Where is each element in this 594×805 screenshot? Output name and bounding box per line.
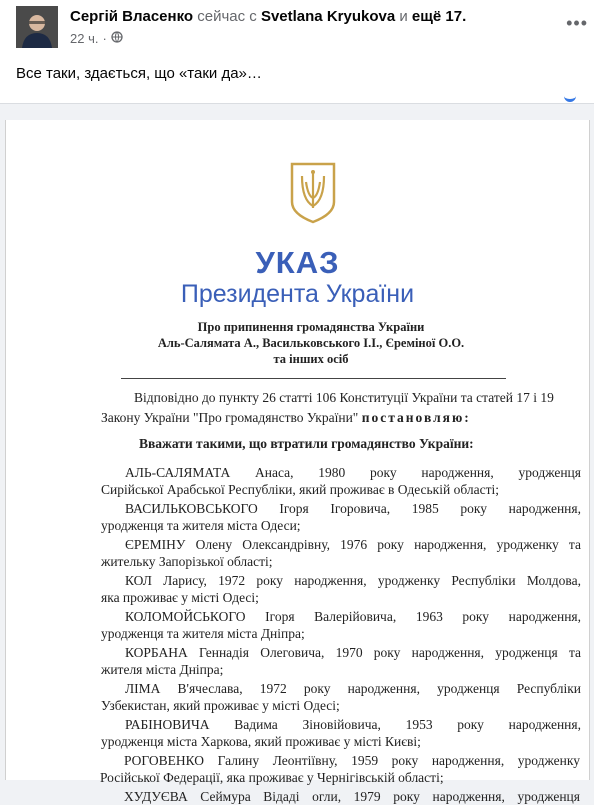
entry-line: КОРБАНА Геннадія Олеговича, 1970 року народження, уродженця та xyxy=(125,645,581,660)
decree-entry xyxy=(101,464,581,499)
entry-line: ЛІМА В'ячеслава, 1972 року народження, уродженця Республіки xyxy=(125,681,581,696)
coat-of-arms-icon xyxy=(288,160,338,224)
author-name[interactable]: Сергій Власенко xyxy=(70,8,194,25)
entry-line: ЄРЕМІНУ Олену Олександрівну, 1976 року народження, уродженку та xyxy=(125,537,581,552)
entry-line: Узбекистан, який проживає у місті Одесі; xyxy=(101,698,340,714)
tagged-person[interactable]: Svetlana Kryukova xyxy=(260,8,396,25)
divider-line xyxy=(121,378,506,379)
decree-entry xyxy=(101,500,581,535)
entry-line: ВАСИЛЬКОВСЬКОГО Ігоря Ігоровича, 1985 року народження, xyxy=(125,501,581,516)
tagged-more-link[interactable]: ещё 17. xyxy=(411,8,467,25)
post-meta xyxy=(70,31,123,46)
decree-entry xyxy=(100,788,580,805)
entry-line: КОЛ Ларису, 1972 року народження, уродженку Республіки Молдова, xyxy=(125,573,581,588)
entry-line: ХУДУЄВА Сеймура Відаді огли, 1979 року народження, уродженця xyxy=(124,789,580,804)
more-options-icon[interactable]: ••• xyxy=(566,13,588,33)
decree-title xyxy=(106,319,516,367)
with-text: сейчас с xyxy=(197,8,257,25)
entry-line: Сирійської Арабської Республіки, який проживає в Одеській області; xyxy=(101,482,499,498)
entry-line: уродженця та жителя міста Дніпра; xyxy=(101,626,305,642)
decree-entry xyxy=(101,680,581,715)
decree-title-line: та інших осіб xyxy=(273,352,349,366)
entry-line: яка проживає у місті Одесі; xyxy=(101,590,259,606)
decree-title-line: Аль-Салямата А., Васильковського І.І., Єреміної О.О. xyxy=(157,336,465,350)
and-text: и xyxy=(399,8,408,25)
preamble-law: Закону України "Про громадянство України" xyxy=(101,410,359,425)
decree-title-line: Про припинення громадянства України xyxy=(197,320,425,334)
preamble-line-1: Відповідно до пункту 26 статті 106 Конституції України та статей 17 і 19 xyxy=(134,390,554,405)
preamble-action: постановляю: xyxy=(361,410,471,425)
author-avatar[interactable] xyxy=(16,6,58,48)
avatar-photo xyxy=(16,6,58,48)
decree-entry xyxy=(101,572,581,607)
entry-line: жителя міста Дніпра; xyxy=(101,662,224,678)
decree-entry xyxy=(101,716,581,751)
decree-entry xyxy=(101,608,581,643)
globe-icon xyxy=(111,31,123,46)
post-timestamp[interactable]: 22 ч. xyxy=(70,31,99,46)
decree-document-image xyxy=(5,120,590,780)
entry-line: КОЛОМОЙСЬКОГО Ігоря Валерійовича, 1963 року народження, xyxy=(125,609,581,624)
entry-line: уродженця та жителя міста Одеси; xyxy=(101,518,301,534)
decree-heading: УКАЗ xyxy=(255,245,340,280)
resolution-text: Вважати такими, що втратили громадянство України: xyxy=(139,436,474,451)
decree-entry xyxy=(101,644,581,679)
entry-line: АЛЬ-САЛЯМАТА Анаса, 1980 року народження, уродженця xyxy=(125,465,581,480)
author-line xyxy=(70,8,466,25)
entry-line: РОГОВЕНКО Галину Леонтіївну, 1959 року народження, уродженку xyxy=(124,753,580,768)
meta-separator: · xyxy=(102,31,107,46)
reaction-edge-icon xyxy=(564,94,576,102)
entry-line: Російської Федерації, яка проживає у Чернігівській області; xyxy=(100,770,444,786)
preamble-line-2 xyxy=(101,410,471,426)
decree-subheading: Президента України xyxy=(180,280,415,308)
post-text: Все таки, здається, що «таки да»… xyxy=(16,65,262,82)
entry-line: уродженця міста Харкова, який проживає у місті Києві; xyxy=(101,734,421,750)
decree-entry xyxy=(101,536,581,571)
facebook-post-header xyxy=(0,0,594,104)
entry-line: жительку Запорізької області; xyxy=(101,554,273,570)
entry-line: РАБІНОВИЧА Вадима Зіновійовича, 1953 року народження, xyxy=(125,717,581,732)
